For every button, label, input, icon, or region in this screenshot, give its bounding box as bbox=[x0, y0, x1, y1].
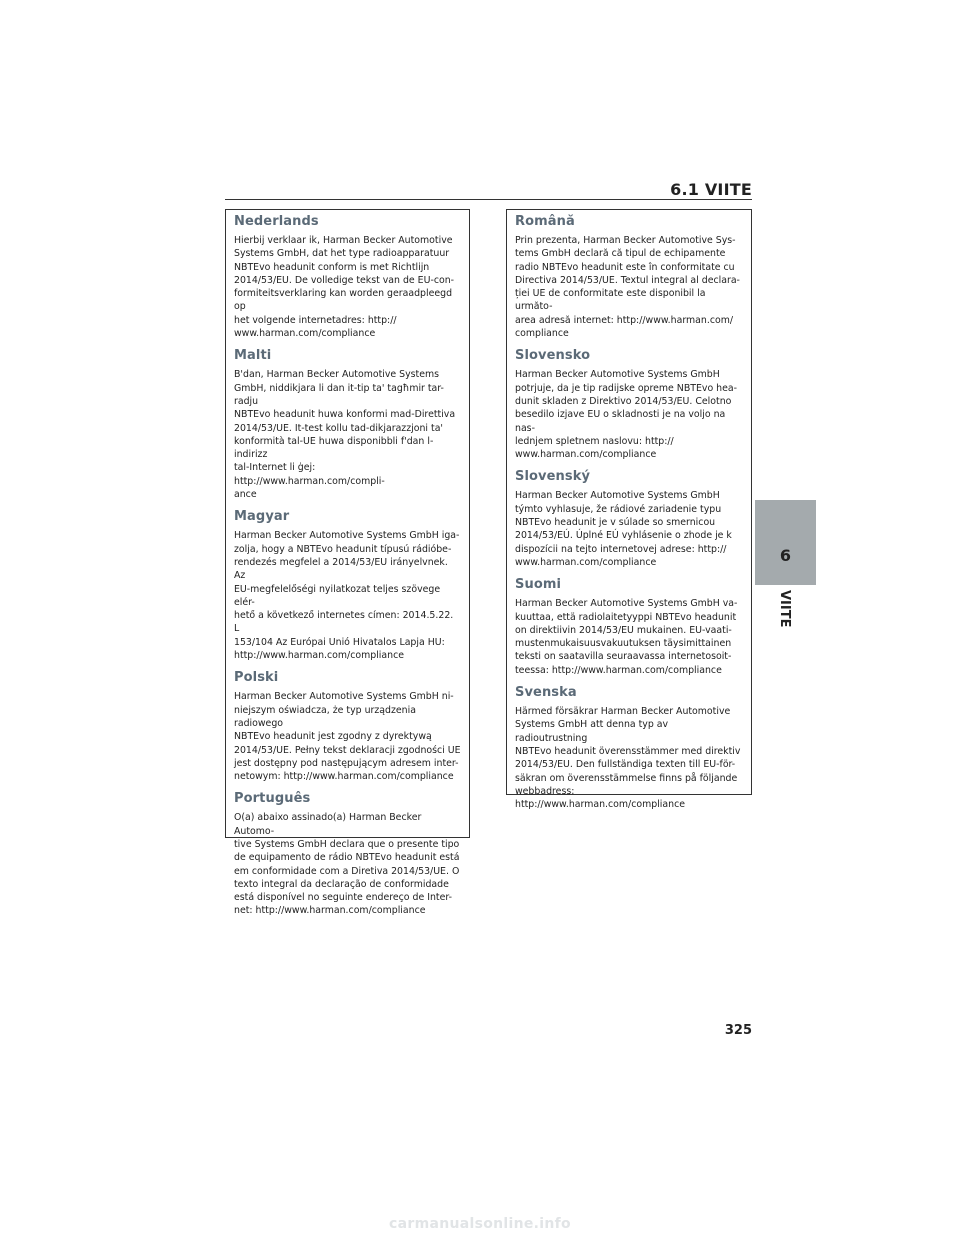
section-magyar bbox=[234, 509, 461, 662]
section-title: Malti bbox=[234, 348, 272, 364]
section-title: Slovensko bbox=[515, 348, 591, 364]
section-body: B'dan, Harman Becker Automotive Systems GmbH, niddikjara li dan it-tip ta' tagħmir tar-radju NBTEvo headunit huwa konformi mad-Direttiva 2014/53/UE. It-test kollu tad-dikjarazzjoni ta' konformità tal-UE huwa disponibbli f'dan l-indirizz tal-Internet li ġej: http://www.harman.com/compli- ance bbox=[234, 369, 456, 501]
chapter-side-tab bbox=[755, 500, 816, 585]
section-romana bbox=[515, 214, 743, 340]
section-body: Harman Becker Automotive Systems GmbH týmto vyhlasuje, že rádiové zariadenie typu NBTEvo headunit je v súlade so smernicou 2014/53/EÚ. Úplné EÚ vyhlásenie o zhode je k dispozícii na tejto internetovej adrese: http:// www.harman.com/compliance bbox=[515, 490, 732, 568]
section-slovensky bbox=[515, 469, 743, 569]
chapter-number: 6 bbox=[779, 546, 792, 565]
section-title: Slovenský bbox=[515, 469, 591, 485]
section-body: O(a) abaixo assinado(a) Harman Becker Automo- tive Systems GmbH declara que o presente tipo de equipamento de rádio NBTEvo headunit está em conformidade com a Diretiva 2014/53/UE. O texto integral da declaração de conformidade está disponível no seguinte endereço de Inter- net: http://www.harman.com/compliance bbox=[234, 812, 460, 917]
section-body: Harman Becker Automotive Systems GmbH ni- niejszym oświadcza, że typ urządzenia radiowego NBTEvo headunit jest zgodny z dyrektywą 2014/53/UE. Pełny tekst deklaracji zgodności UE jest dostępny pod następującym adresem inter- netowym: http://www.harman.com/compliance bbox=[234, 691, 461, 783]
section-title: Suomi bbox=[515, 577, 562, 593]
section-title: Português bbox=[234, 791, 311, 807]
section-svenska bbox=[515, 685, 743, 811]
section-title: Svenska bbox=[515, 685, 577, 701]
section-title: Polski bbox=[234, 670, 279, 686]
section-suomi bbox=[515, 577, 743, 677]
section-body: Harman Becker Automotive Systems GmbH iga- zolja, hogy a NBTEvo headunit típusú rádióbe- rendezés megfelel a 2014/53/EU irányelvnek. Az EU-megfelelőségi nyilatkozat teljes szövege elér- hető a következő internetes címen: 2014.5.22. L 153/104 Az Európai Unió Hivatalos Lapja HU: http://www.harman.com/compliance bbox=[234, 530, 460, 662]
section-title: Nederlands bbox=[234, 214, 319, 229]
section-slovensko bbox=[515, 348, 743, 461]
section-malti bbox=[234, 348, 461, 501]
chapter-label: VIITE bbox=[777, 590, 792, 628]
section-title: Română bbox=[515, 214, 575, 229]
section-body: Harman Becker Automotive Systems GmbH potrjuje, da je tip radijske opreme NBTEvo hea- dunit skladen z Direktivo 2014/53/EU. Celotno besedilo izjave EU o skladnosti je na voljo na nas- lednjem spletnem naslovu: http:// www.harman.com/compliance bbox=[515, 369, 738, 461]
section-body: Härmed försäkrar Harman Becker Automotive Systems GmbH att denna typ av radioutrustning NBTEvo headunit överensstämmer med direktiv 2014/53/EU. Den fullständiga texten till EU-för- säkran om överensstämmelse finns på följande webbadress: http://www.harman.com/compliance bbox=[515, 706, 741, 811]
section-nederlands bbox=[234, 214, 461, 340]
section-portugues bbox=[234, 791, 461, 917]
watermark-text: carmanualsonline.info bbox=[389, 1216, 571, 1232]
left-column-box bbox=[225, 209, 470, 917]
header-rule bbox=[225, 199, 752, 200]
section-polski bbox=[234, 670, 461, 783]
section-title: Magyar bbox=[234, 509, 290, 525]
section-body: Prin prezenta, Harman Becker Automotive Sys- tems GmbH declară că tipul de echipamente radio NBTEvo headunit este în conformitate cu Directiva 2014/53/UE. Textul integral al declara- ției UE de conformitate este disponibil la următo- area adresă internet: http://www.harman.com/ compliance bbox=[515, 235, 740, 340]
right-column-box bbox=[506, 209, 752, 811]
section-body: Harman Becker Automotive Systems GmbH va- kuuttaa, että radiolaitetyyppi NBTEvo headunit on direktiivin 2014/53/EU mukainen. EU-vaati- mustenmukaisuusvakuutuksen täysimittainen teksti on saatavilla seuraavassa internetosoit- teessa: http://www.harman.com/compliance bbox=[515, 598, 738, 676]
page-header-title: 6.1 VIITE bbox=[670, 180, 752, 199]
page-number: 325 bbox=[724, 1023, 752, 1038]
section-body: Hierbij verklaar ik, Harman Becker Automotive Systems GmbH, dat het type radioapparatuur NBTEvo headunit conform is met Richtlijn 2014/53/EU. De volledige tekst van de EU-con- formiteitsverklaring kan worden geraadpleegd op het volgende internetadres: http:// www.harman.com/compliance bbox=[234, 235, 455, 340]
